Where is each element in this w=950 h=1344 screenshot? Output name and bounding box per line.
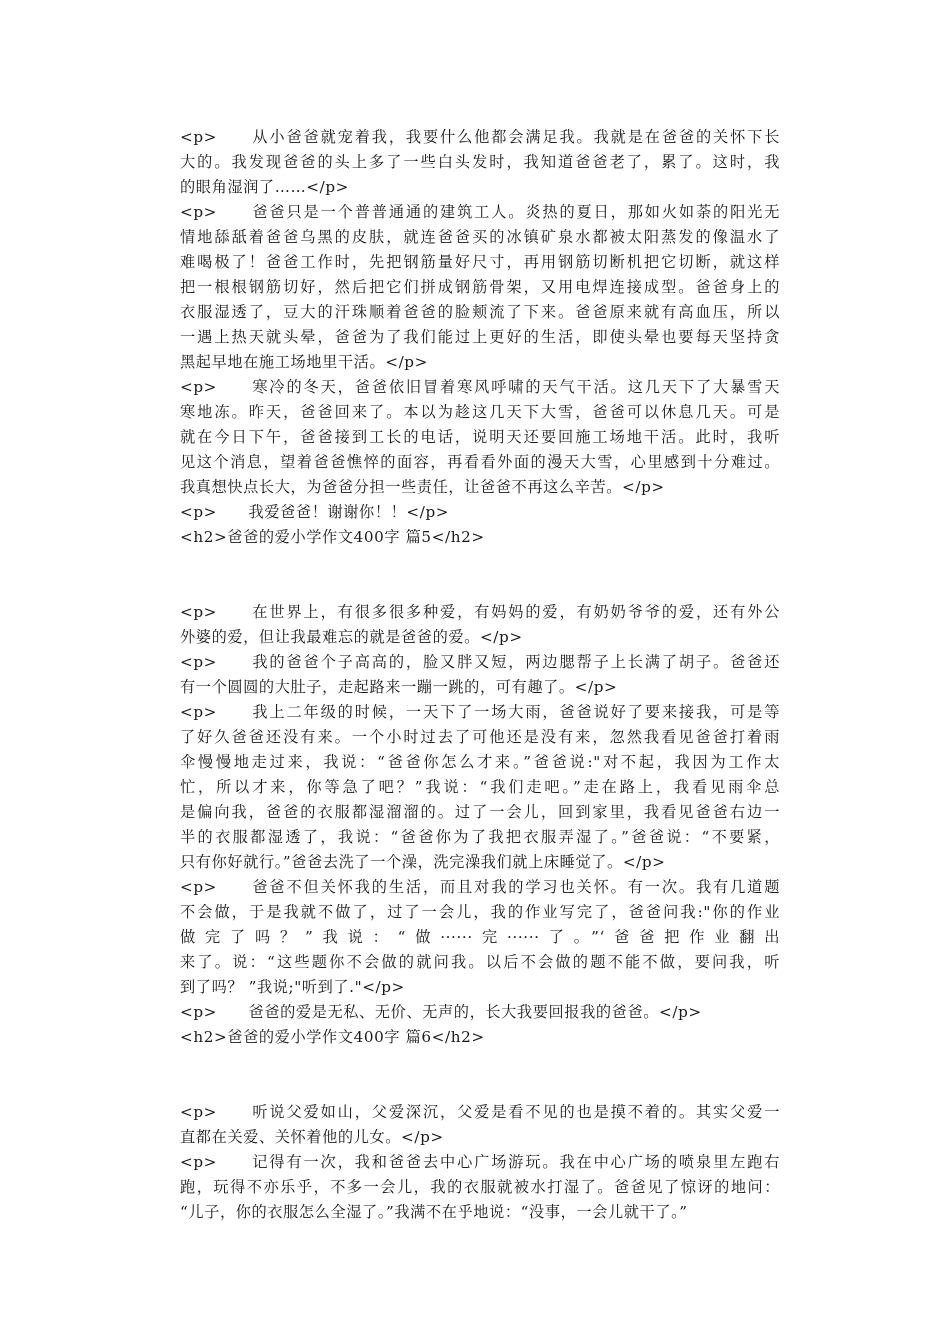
text-line: <p> 我的爸爸个子高高的，脸又胖又短，两边腮帮子上长满了胡子。爸爸还 <box>180 653 780 671</box>
text-line: “儿子，你的衣服怎么全湿了。”我满不在乎地说：“没事，一会儿就干了。” <box>180 1203 688 1221</box>
text-line: 就在今日下午，爸爸接到工长的电话，说明天还要回施工场地干活。此时，我听 <box>180 428 780 446</box>
text-line: 忙，所以才来，你等急了吧？”我说：“我们走吧。”走在路上，我看见雨伞总 <box>180 778 780 796</box>
text-line: 到了吗？ ”我说;"听到了."</p> <box>180 978 405 996</box>
text-line: 来了。说：“这些题你不会做的就问我。以后不会做的题不能不做，要问我，听 <box>180 953 780 971</box>
text-line: 做完了吗？”我说：“做······完······了。”‘爸爸把作业翻出 <box>180 928 780 946</box>
text-line: <p> 爸爸的爱是无私、无价、无声的，长大我要回报我的爸爸。</p> <box>180 1003 702 1021</box>
text-line: 是偏向我，爸爸的衣服都湿溜溜的。过了一会儿，回到家里，我看见爸爸右边一 <box>180 803 780 821</box>
section-heading: <h2>爸爸的爱小学作文400字 篇6</h2> <box>180 1028 485 1046</box>
text-line: 衣服湿透了，豆大的汗珠顺着爸爸的脸颊流了下来。爸爸原来就有高血压，所以 <box>180 303 780 321</box>
text-line: 情地舔舐着爸爸乌黑的皮肤，就连爸爸买的冰镇矿泉水都被太阳蒸发的像温水了 <box>180 228 780 246</box>
text-line: 黑起早地在施工场地里干活。</p> <box>180 353 428 371</box>
text-line: 不会做，于是我就不做了，过了一会儿，我的作业写完了，爸爸问我:"你的作业 <box>180 903 780 921</box>
text-line: 寒地冻。昨天，爸爸回来了。本以为趁这几天下大雪，爸爸可以休息几天。可是 <box>180 403 780 421</box>
text-line: <p> 在世界上，有很多很多种爱，有妈妈的爱，有奶奶爷爷的爱，还有外公 <box>180 603 780 621</box>
text-line: 一遇上热天就头晕，爸爸为了我们能过上更好的生活，即使头晕也要每天坚持贪 <box>180 328 780 346</box>
text-line: <p> 寒冷的冬天，爸爸依旧冒着寒风呼啸的天气干活。这几天下了大暴雪天 <box>180 378 780 396</box>
text-line: 我真想快点长大，为爸爸分担一些责任，让爸爸不再这么辛苦。</p> <box>180 478 665 496</box>
text-line: 难喝极了！爸爸工作时，先把钢筋量好尺寸，再用钢筋切断机把它切断，就这样 <box>180 253 780 271</box>
text-line: 大的。我发现爸爸的头上多了一些白头发时，我知道爸爸老了，累了。这时，我 <box>180 153 780 171</box>
text-line: 了好久爸爸还没有来。一个小时过去了可他还是没有来，忽然我看见爸爸打着雨 <box>180 728 780 746</box>
section-heading: <h2>爸爸的爱小学作文400字 篇5</h2> <box>180 528 485 546</box>
text-line: <p> 爸爸不但关怀我的生活，而且对我的学习也关怀。有一次。我有几道题 <box>180 878 780 896</box>
text-line: <p> 我爱爸爸！谢谢你！！</p> <box>180 503 450 521</box>
text-line: <p> 听说父爱如山，父爱深沉，父爱是看不见的也是摸不着的。其实父爱一 <box>180 1103 780 1121</box>
text-line: 外婆的爱，但让我最难忘的就是爸爸的爱。</p> <box>180 628 523 646</box>
text-line: <p> 记得有一次，我和爸爸去中心广场游玩。我在中心广场的喷泉里左跑右 <box>180 1153 780 1171</box>
text-line: 只有你好就行。”爸爸去洗了一个澡，洗完澡我们就上床睡觉了。</p> <box>180 853 666 871</box>
text-line: 跑，玩得不亦乐乎，不多一会儿，我的衣服就被水打湿了。爸爸见了惊讶的地问： <box>180 1178 780 1196</box>
text-line: <p> 从小爸爸就宠着我，我要什么他都会满足我。我就是在爸爸的关怀下长 <box>180 128 780 146</box>
text-line: 伞慢慢地走过来，我说：“爸爸你怎么才来。”爸爸说:"对不起，我因为工作太 <box>180 753 780 771</box>
text-line: <p> 我上二年级的时候，一天下了一场大雨，爸爸说好了要来接我，可是等 <box>180 703 780 721</box>
text-line: 有一个圆圆的大肚子，走起路来一蹦一跳的，可有趣了。</p> <box>180 678 618 696</box>
text-line: 把一根根钢筋切好，然后把它们拼成钢筋骨架，又用电焊连接成型。爸爸身上的 <box>180 278 780 296</box>
text-line: <p> 爸爸只是一个普普通通的建筑工人。炎热的夏日，那如火如荼的阳光无 <box>180 203 780 221</box>
text-line: 见这个消息，望着爸爸憔悴的面容，再看看外面的漫天大雪，心里感到十分难过。 <box>180 453 780 471</box>
text-line: 半的衣服都湿透了，我说：“爸爸你为了我把衣服弄湿了。”爸爸说：“不要紧， <box>180 828 780 846</box>
text-line: 的眼角湿润了……</p> <box>180 178 349 196</box>
text-line: 直都在关爱、关怀着他的儿女。</p> <box>180 1128 444 1146</box>
